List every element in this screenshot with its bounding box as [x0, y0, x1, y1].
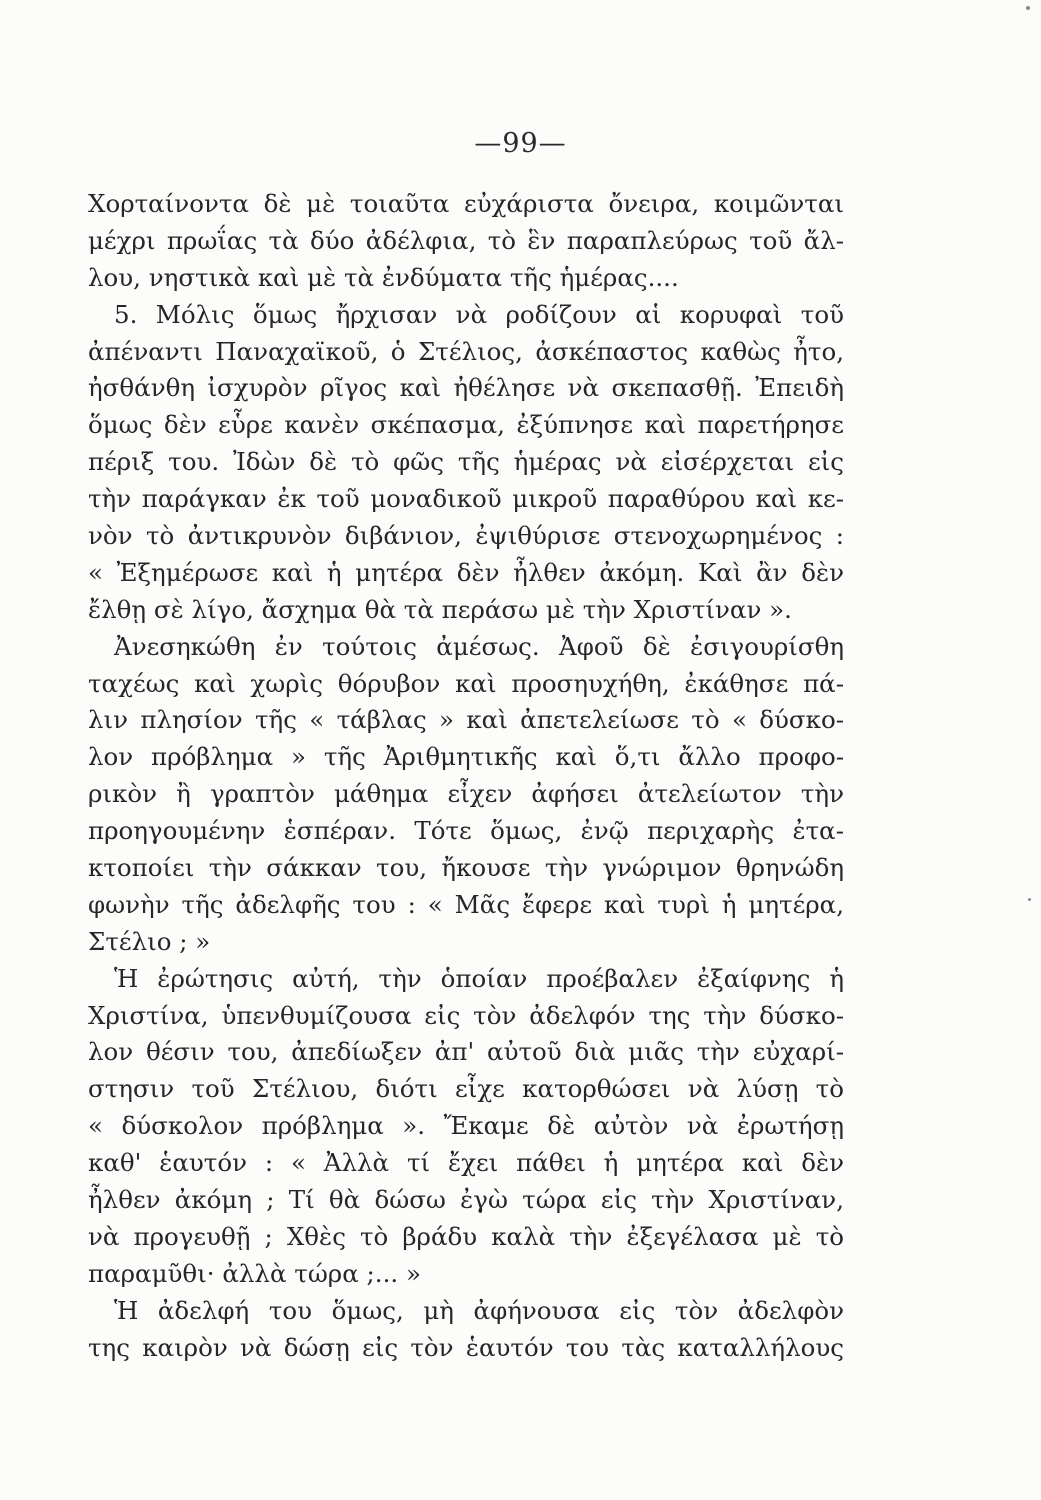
page-number: —99—	[474, 128, 567, 159]
text-line: « Ἐξημέρωσε καὶ ἡ μητέρα δὲν ἦλθεν ἀκόμη. Καὶ ἂν δὲν	[88, 557, 844, 587]
text-line: παραμῦθι· ἀλλὰ τώρα ;... »	[88, 1258, 421, 1288]
text-line: της καιρὸν νὰ δώσῃ εἰς τὸν ἑαυτόν του τὰς καταλλήλους	[88, 1332, 844, 1362]
text-line: προηγουμένην ἑσπέραν. Τότε ὅμως, ἐνῷ περιχαρὴς ἐτα-	[88, 816, 844, 846]
text-line: λου, νηστικὰ καὶ μὲ τὰ ἐνδύματα τῆς ἡμέρας....	[88, 262, 679, 292]
text-line: ἦλθεν ἀκόμη ; Τί θὰ δώσω ἐγὼ τώρα εἰς τὴν Χριστίναν,	[88, 1185, 844, 1215]
text-line: λον πρόβλημα » τῆς Ἀριθμητικῆς καὶ ὅ,τι ἄλλο προφο-	[88, 742, 844, 772]
text-line: στησιν τοῦ Στέλιου, διότι εἶχε κατορθώσει νὰ λύσῃ τὸ	[88, 1074, 844, 1104]
text-line: νὰ προγευθῇ ; Χθὲς τὸ βράδυ καλὰ τὴν ἐξεγέλασα μὲ τὸ	[88, 1221, 844, 1251]
text-line: λιν πλησίον τῆς « τάβλας » καὶ ἀπετελείωσε τὸ « δύσκο-	[88, 705, 844, 735]
text-line: καθ' ἑαυτόν : « Ἀλλὰ τί ἔχει πάθει ἡ μητέρα καὶ δὲν	[88, 1148, 844, 1178]
text-line: « δύσκολον πρόβλημα ». Ἔκαμε δὲ αὐτὸν νὰ ἐρωτήσῃ	[88, 1111, 844, 1141]
text-line: Ἡ ἐρώτησις αὐτή, τὴν ὁποίαν προέβαλεν ἐξαίφνης ἡ	[114, 963, 844, 993]
text-line: Ἀνεσηκώθη ἐν τούτοις ἀμέσως. Ἀφοῦ δὲ ἐσιγουρίσθη	[114, 631, 844, 661]
text-line: Στέλιο ; »	[88, 926, 211, 956]
paper-speck	[1028, 898, 1031, 901]
text-line: Χριστίνα, ὑπενθυμίζουσα εἰς τὸν ἀδελφόν της τὴν δύσκο-	[88, 1000, 844, 1030]
text-line: ἀπέναντι Παναχαϊκοῦ, ὁ Στέλιος, ἀσκέπαστος καθὼς ἦτο,	[88, 336, 844, 366]
text-line: ἠσθάνθη ἰσχυρὸν ρῖγος καὶ ἠθέλησε νὰ σκεπασθῇ. Ἐπειδὴ	[88, 373, 844, 403]
text-line: ρικὸν ἢ γραπτὸν μάθημα εἶχεν ἀφήσει ἀτελείωτον τὴν	[88, 779, 844, 809]
text-line: ὅμως δὲν εὗρε κανὲν σκέπασμα, ἐξύπνησε καὶ παρετήρησε	[88, 410, 844, 440]
text-line: μέχρι πρωΐας τὰ δύο ἀδέλφια, τὸ ἓν παραπλεύρως τοῦ ἄλ-	[88, 225, 844, 255]
text-line: ἔλθῃ σὲ λίγο, ἄσχημα θὰ τὰ περάσω μὲ τὴν Χριστίναν ».	[88, 594, 792, 624]
body-text	[88, 186, 844, 1367]
text-line: λον θέσιν του, ἀπεδίωξεν ἀπ' αὐτοῦ διὰ μιᾶς τὴν εὐχαρί-	[88, 1037, 844, 1067]
text-line: πέριξ του. Ἰδὼν δὲ τὸ φῶς τῆς ἡμέρας νὰ εἰσέρχεται εἰς	[88, 447, 844, 477]
paper-speck	[1026, 6, 1030, 10]
text-line: τὴν παράγκαν ἐκ τοῦ μοναδικοῦ μικροῦ παραθύρου καὶ κε-	[88, 484, 844, 514]
text-line: 5. Μόλις ὅμως ἤρχισαν νὰ ροδίζουν αἱ κορυφαὶ τοῦ	[114, 299, 844, 329]
text-line: νὸν τὸ ἀντικρυνὸν διβάνιον, ἐψιθύρισε στενοχωρημένος :	[88, 521, 844, 551]
text-line: κτοποίει τὴν σάκκαν του, ἤκουσε τὴν γνώριμον θρηνώδη	[88, 853, 844, 883]
text-line: φωνὴν τῆς ἀδελφῆς του : « Μᾶς ἔφερε καὶ τυρὶ ἡ μητέρα,	[88, 889, 844, 919]
text-line: Χορταίνοντα δὲ μὲ τοιαῦτα εὐχάριστα ὄνειρα, κοιμῶνται	[88, 189, 844, 218]
text-line: Ἡ ἀδελφή του ὅμως, μὴ ἀφήνουσα εἰς τὸν ἀδελφὸν	[114, 1295, 844, 1325]
text-line: ταχέως καὶ χωρὶς θόρυβον καὶ προσηυχήθη, ἐκάθησε πά-	[88, 668, 844, 698]
